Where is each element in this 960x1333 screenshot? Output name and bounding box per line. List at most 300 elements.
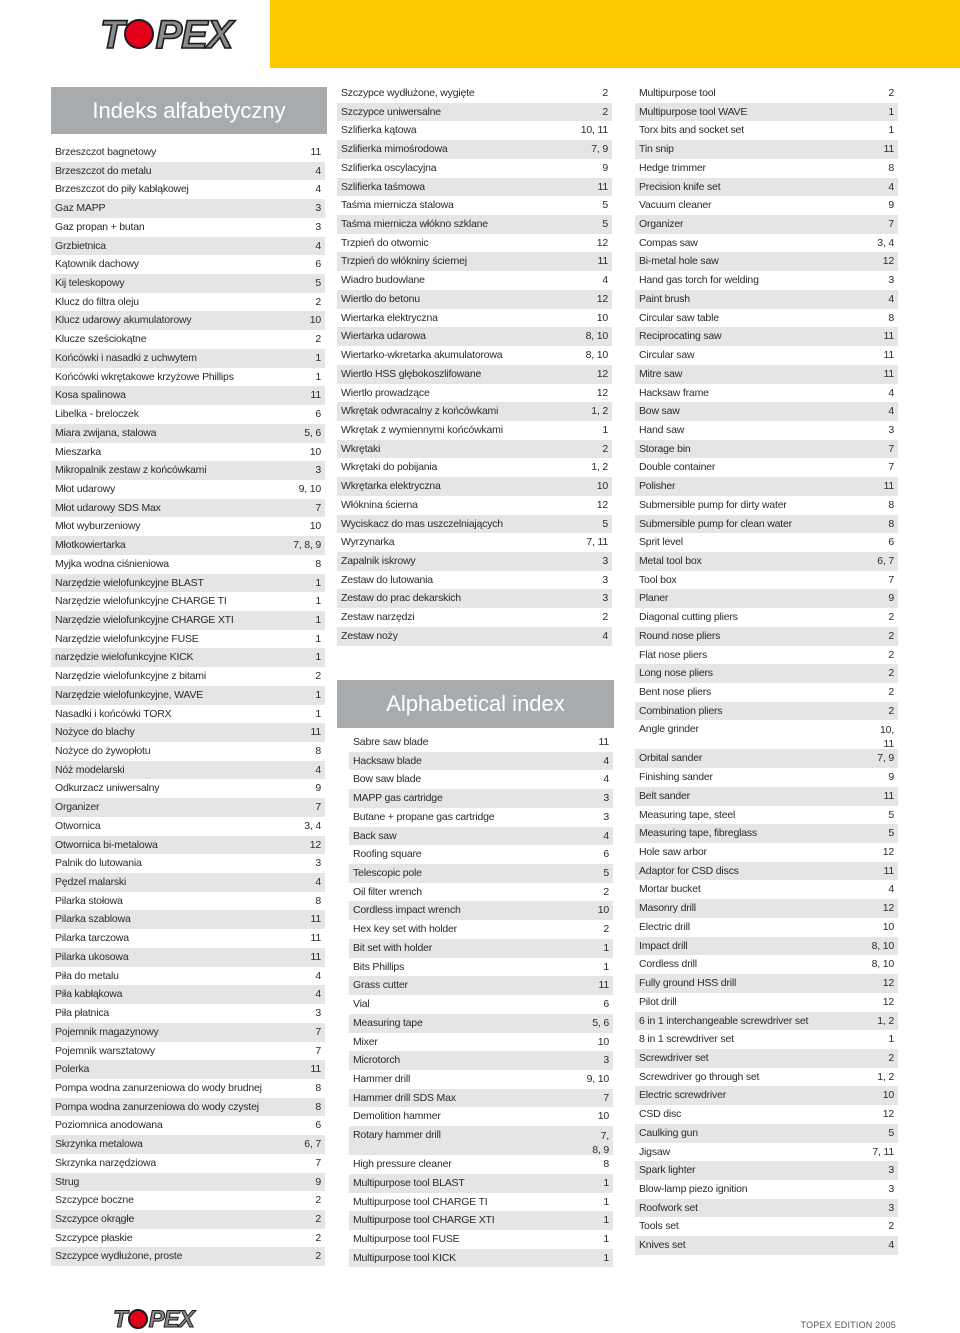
entry-name: Multipurpose tool CHARGE TI xyxy=(353,1195,488,1208)
entry-page: 12 xyxy=(882,255,894,268)
entry-page: 7 xyxy=(603,1091,609,1104)
entry-page: 4 xyxy=(603,754,609,767)
entry-name: Screwdriver set xyxy=(639,1051,709,1064)
index-entry xyxy=(51,892,325,911)
entry-name: Wiertło prowadzące xyxy=(341,386,430,399)
index-entry xyxy=(635,533,898,552)
entry-name: Demolition hammer xyxy=(353,1110,441,1123)
entry-name: Piła płatnica xyxy=(55,1007,110,1020)
index-entry xyxy=(337,121,612,140)
entry-page: 1 xyxy=(315,613,321,626)
entry-name: Angle grinder xyxy=(639,723,699,736)
entry-name: Organizer xyxy=(639,218,684,231)
entry-page: 2 xyxy=(315,1194,321,1207)
index-entry xyxy=(635,178,898,197)
index-entry xyxy=(635,215,898,234)
entry-page: 3 xyxy=(888,274,894,287)
entry-page: 6 xyxy=(315,408,321,421)
index-entry xyxy=(337,84,612,103)
entry-name: Wiertarko-wkretarka akumulatorowa xyxy=(341,349,503,362)
entry-page: 5 xyxy=(315,277,321,290)
index-entry xyxy=(51,1229,325,1248)
entry-name: Wkrętaki xyxy=(341,442,381,455)
index-entry xyxy=(337,234,612,253)
index-entry xyxy=(635,918,898,937)
entry-name: Hacksaw frame xyxy=(639,386,709,399)
entry-page: 1 xyxy=(603,1195,609,1208)
entry-page: 6 xyxy=(315,1119,321,1132)
index-entry xyxy=(635,571,898,590)
index-entry xyxy=(51,648,325,667)
entry-page: 7 xyxy=(888,218,894,231)
index-entry xyxy=(51,611,325,630)
index-entry xyxy=(51,1247,325,1266)
entry-name: Belt sander xyxy=(639,789,690,802)
index-entry xyxy=(51,461,325,480)
en-index-list xyxy=(349,733,613,1267)
entry-page: 3 xyxy=(888,423,894,436)
entry-page: 10 xyxy=(596,480,608,493)
entry-page: 4 xyxy=(315,239,321,252)
index-entry xyxy=(349,1089,613,1108)
index-entry xyxy=(635,880,898,899)
entry-name: Pojemnik magazynowy xyxy=(55,1025,159,1038)
entry-name: Tin snip xyxy=(639,143,674,156)
entry-name: Back saw xyxy=(353,829,397,842)
index-entry xyxy=(635,1030,898,1049)
entry-page: 1 xyxy=(315,576,321,589)
entry-name: Wyciskacz do mas uszczelniających xyxy=(341,517,503,530)
entry-name: Szlifierka kątowa xyxy=(341,124,417,137)
entry-page: 11 xyxy=(883,480,894,493)
entry-page: 11 xyxy=(310,913,321,926)
entry-name: Szczypce wydłużone, proste xyxy=(55,1250,183,1263)
entry-page: 8 xyxy=(315,557,321,570)
entry-page: 5 xyxy=(602,517,608,530)
entry-name: Hand gas torch for welding xyxy=(639,274,759,287)
edition-note: TOPEX EDITION 2005 xyxy=(800,1320,896,1330)
entry-name: Cordless impact wrench xyxy=(353,904,461,917)
index-entry xyxy=(635,159,898,178)
entry-name: Młot wyburzeniowy xyxy=(55,520,141,533)
entry-name: Submersible pump for clean water xyxy=(639,517,792,530)
entry-name: Polerka xyxy=(55,1063,90,1076)
entry-page: 7, 9 xyxy=(591,143,608,156)
entry-page: 10 xyxy=(309,520,321,533)
entry-name: Szlifierka oscylacyjna xyxy=(341,161,437,174)
entry-name: Pilarka stołowa xyxy=(55,894,123,907)
entry-page: 10 xyxy=(882,920,894,933)
entry-name: Bow saw xyxy=(639,405,680,418)
entry-name: Circular saw xyxy=(639,349,695,362)
entry-page: 8 xyxy=(888,517,894,530)
index-entry xyxy=(635,806,898,825)
entry-page: 3 xyxy=(603,792,609,805)
entry-name: Pędzel malarski xyxy=(55,876,127,889)
index-entry xyxy=(635,749,898,768)
entry-page: 8, 10 xyxy=(585,330,608,343)
entry-page: 1 xyxy=(315,688,321,701)
entry-page: 8 xyxy=(888,161,894,174)
index-entry xyxy=(635,720,898,749)
entry-page: 11 xyxy=(883,789,894,802)
entry-page: 11 xyxy=(310,950,321,963)
index-entry xyxy=(635,899,898,918)
index-entry xyxy=(635,824,898,843)
entry-name: Nasadki i końcówki TORX xyxy=(55,707,172,720)
entry-name: Mortar bucket xyxy=(639,883,701,896)
index-entry xyxy=(349,920,613,939)
index-entry xyxy=(51,1042,325,1061)
entry-name: Adaptor for CSD discs xyxy=(639,864,739,877)
entry-page: 1 xyxy=(603,1214,609,1227)
entry-page: 12 xyxy=(596,292,608,305)
entry-name: Submersible pump for dirty water xyxy=(639,498,787,511)
entry-page: 2 xyxy=(603,885,609,898)
entry-name: Taśma miernicza włókno szklane xyxy=(341,218,488,231)
index-entry xyxy=(51,405,325,424)
entry-name: Brzeszczot bagnetowy xyxy=(55,146,157,158)
entry-page: 7, 11 xyxy=(586,536,608,549)
entry-page: 12 xyxy=(882,977,894,990)
entry-page: 11 xyxy=(883,349,894,362)
entry-name: Fully ground HSS drill xyxy=(639,977,737,990)
entry-name: Włóknina ścierna xyxy=(341,498,418,511)
entry-page: 3 xyxy=(888,1164,894,1177)
entry-page: 1 xyxy=(315,351,321,364)
entry-page: 11 xyxy=(310,932,321,945)
entry-name: Impact drill xyxy=(639,939,688,952)
index-entry xyxy=(349,1051,613,1070)
entry-name: Kij teleskopowy xyxy=(55,277,125,290)
entry-name: Planer xyxy=(639,592,669,605)
entry-page: 4 xyxy=(315,969,321,982)
index-entry xyxy=(337,103,612,122)
index-entry xyxy=(51,667,325,686)
entry-page: 3 xyxy=(602,592,608,605)
index-entry xyxy=(635,309,898,328)
entry-name: Paint brush xyxy=(639,292,690,305)
entry-name: Młotkowiertarka xyxy=(55,539,126,552)
entry-name: narzędzie wielofunkcyjne KICK xyxy=(55,651,194,664)
entry-page: 9, 10 xyxy=(298,482,321,495)
index-entry xyxy=(635,993,898,1012)
entry-page: 6, 7 xyxy=(877,554,894,567)
entry-page: 11 xyxy=(597,180,608,193)
entry-page: 1 xyxy=(603,1251,609,1264)
index-entry xyxy=(337,309,612,328)
index-entry xyxy=(337,252,612,271)
index-entry xyxy=(635,1068,898,1087)
entry-page: 1, 2 xyxy=(877,1014,894,1027)
entry-page: 2 xyxy=(602,611,608,624)
index-entry xyxy=(51,929,325,948)
index-entry xyxy=(337,384,612,403)
entry-page: 3, 4 xyxy=(304,819,321,832)
entry-name: Long nose pliers xyxy=(639,667,713,680)
index-entry xyxy=(635,1143,898,1162)
entry-name: Polisher xyxy=(639,480,676,493)
entry-page: 8 xyxy=(315,894,321,907)
index-entry xyxy=(349,958,613,977)
index-entry xyxy=(349,1126,613,1155)
entry-page: 11 xyxy=(883,330,894,343)
index-entry xyxy=(51,779,325,798)
entry-page: 12 xyxy=(882,1108,894,1121)
index-entry xyxy=(635,103,898,122)
index-entry xyxy=(635,1199,898,1218)
index-entry xyxy=(51,798,325,817)
entry-page: 12 xyxy=(596,386,608,399)
entry-page: 11 xyxy=(310,389,321,402)
entry-page: 10 xyxy=(597,904,609,917)
entry-page: 6, 7 xyxy=(304,1138,321,1151)
entry-name: Młot udarowy SDS Max xyxy=(55,501,161,514)
index-entry xyxy=(51,480,325,499)
index-entry xyxy=(635,1161,898,1180)
entry-page: 4 xyxy=(888,883,894,896)
index-entry xyxy=(51,1135,325,1154)
index-entry xyxy=(337,196,612,215)
index-entry xyxy=(635,290,898,309)
entry-page: 1 xyxy=(315,370,321,383)
entry-name: Grass cutter xyxy=(353,979,408,992)
index-entry xyxy=(51,1060,325,1079)
entry-name: Bi-metal hole saw xyxy=(639,255,719,268)
entry-name: Palnik do lutowania xyxy=(55,857,142,870)
index-entry xyxy=(635,458,898,477)
index-entry xyxy=(635,477,898,496)
index-entry xyxy=(635,402,898,421)
entry-page: 1 xyxy=(315,707,321,720)
entry-page: 12 xyxy=(596,367,608,380)
index-entry xyxy=(349,770,613,789)
entry-page: 9 xyxy=(315,782,321,795)
entry-page: 10, 11 xyxy=(880,724,894,751)
entry-page: 12 xyxy=(882,902,894,915)
entry-page: 2 xyxy=(888,87,894,99)
entry-name: Measuring tape, fibreglass xyxy=(639,827,757,840)
header-logo-area xyxy=(0,0,270,68)
index-entry xyxy=(51,517,325,536)
entry-name: Końcówki wkrętakowe krzyżowe Phillips xyxy=(55,370,234,383)
entry-name: Wkrętak z wymiennymi końcówkami xyxy=(341,423,503,436)
entry-name: Narzędzie wielofunkcyjne z bitami xyxy=(55,670,206,683)
entry-name: Klucz udarowy akumulatorowy xyxy=(55,314,192,327)
index-entry xyxy=(349,752,613,771)
index-entry xyxy=(51,555,325,574)
entry-name: Mitre saw xyxy=(639,367,683,380)
entry-page: 2 xyxy=(888,611,894,624)
entry-page: 2 xyxy=(315,1212,321,1225)
index-entry xyxy=(635,627,898,646)
entry-page: 9 xyxy=(315,1175,321,1188)
entry-page: 4 xyxy=(888,386,894,399)
index-entry xyxy=(51,742,325,761)
index-entry xyxy=(337,496,612,515)
entry-name: Poziomnica anodowana xyxy=(55,1119,163,1132)
entry-name: Otwornica bi-metalowa xyxy=(55,838,158,851)
index-entry xyxy=(51,199,325,218)
footer-logo-area xyxy=(113,1308,194,1332)
entry-name: Wkrętak odwracalny z końcówkami xyxy=(341,405,499,418)
index-entry xyxy=(635,1217,898,1236)
entry-page: 2 xyxy=(602,87,608,99)
index-entry xyxy=(51,536,325,555)
entry-name: Zestaw do lutowania xyxy=(341,573,433,586)
entry-page: 1 xyxy=(602,423,608,436)
entry-name: Wiertło HSS głębokoszlifowane xyxy=(341,367,482,380)
entry-name: Multipurpose tool KICK xyxy=(353,1251,456,1264)
entry-name: Skrzynka narzędziowa xyxy=(55,1156,157,1169)
entry-page: 1 xyxy=(315,632,321,645)
entry-name: Oil filter wrench xyxy=(353,885,422,898)
entry-page: 8 xyxy=(888,311,894,324)
index-entry xyxy=(51,424,325,443)
index-entry xyxy=(635,843,898,862)
index-entry xyxy=(635,346,898,365)
entry-page: 4 xyxy=(603,829,609,842)
index-entry xyxy=(635,552,898,571)
topex-logo: T PEX xyxy=(100,13,233,57)
entry-page: 4 xyxy=(888,180,894,193)
entry-page: 2 xyxy=(315,1250,321,1263)
entry-page: 3 xyxy=(888,1201,894,1214)
entry-name: Pilarka tarczowa xyxy=(55,932,129,945)
entry-page: 2 xyxy=(315,333,321,346)
entry-name: Wiertło do betonu xyxy=(341,292,420,305)
index-entry xyxy=(337,178,612,197)
index-entry xyxy=(635,683,898,702)
entry-page: 3 xyxy=(315,1007,321,1020)
entry-name: Skrzynka metalowa xyxy=(55,1138,143,1151)
entry-name: Grzbietnica xyxy=(55,239,106,252)
entry-name: Brzeszczot do piły kabłąkowej xyxy=(55,183,189,196)
entry-name: Gaz propan + butan xyxy=(55,220,145,233)
entry-page: 12 xyxy=(882,846,894,859)
entry-name: MAPP gas cartridge xyxy=(353,792,443,805)
entry-name: Taśma miernicza stalowa xyxy=(341,199,454,212)
entry-name: Bits Phillips xyxy=(353,960,405,973)
index-entry xyxy=(51,723,325,742)
topex-footer-logo: T PEX xyxy=(113,1306,194,1333)
entry-page: 10 xyxy=(597,1110,609,1123)
index-entry xyxy=(635,974,898,993)
pl-index-title: Indeks alfabetyczny xyxy=(51,87,327,134)
entry-page: 7, 8, 9 xyxy=(592,1130,609,1157)
entry-name: Narzędzie wielofunkcyjne FUSE xyxy=(55,632,199,645)
entry-name: Hedge trimmer xyxy=(639,161,706,174)
entry-page: 5, 6 xyxy=(592,1016,609,1029)
index-entry xyxy=(349,808,613,827)
index-entry xyxy=(635,515,898,534)
entry-page: 11 xyxy=(598,979,609,992)
index-entry xyxy=(635,440,898,459)
entry-page: 1 xyxy=(603,941,609,954)
entry-name: Reciprocating saw xyxy=(639,330,722,343)
entry-name: Zestaw do prac dekarskich xyxy=(341,592,461,605)
index-entry xyxy=(635,955,898,974)
entry-page: 7 xyxy=(888,573,894,586)
index-entry xyxy=(635,1124,898,1143)
index-entry xyxy=(51,443,325,462)
index-entry xyxy=(635,1236,898,1255)
entry-page: 1, 2 xyxy=(591,461,608,474)
entry-name: Trzpień do otwornic xyxy=(341,236,429,249)
en-index-title: Alphabetical index xyxy=(337,680,614,728)
index-entry xyxy=(51,948,325,967)
pl-index-continued-list xyxy=(337,84,612,646)
entry-page: 1 xyxy=(603,960,609,973)
entry-name: Electric drill xyxy=(639,920,690,933)
entry-page: 12 xyxy=(309,838,321,851)
entry-name: Bow saw blade xyxy=(353,773,422,786)
entry-name: Finishing sander xyxy=(639,771,713,784)
index-entry xyxy=(51,368,325,387)
pl-index-list xyxy=(51,143,325,1266)
index-entry xyxy=(349,1107,613,1126)
entry-name: Nóż modelarski xyxy=(55,763,125,776)
entry-name: Otwornica xyxy=(55,819,101,832)
entry-page: 5, 6 xyxy=(304,426,321,439)
entry-page: 5 xyxy=(602,218,608,231)
index-entry xyxy=(337,140,612,159)
entry-name: Zestaw narzędzi xyxy=(341,611,415,624)
entry-page: 2 xyxy=(888,686,894,698)
index-entry xyxy=(51,180,325,199)
index-entry xyxy=(635,252,898,271)
index-entry xyxy=(349,1155,613,1174)
entry-name: Piła kabłąkowa xyxy=(55,988,123,1001)
entry-name: 6 in 1 interchangeable screwdriver set xyxy=(639,1014,809,1027)
index-entry xyxy=(51,1004,325,1023)
entry-page: 4 xyxy=(888,292,894,305)
entry-name: Mixer xyxy=(353,1035,378,1048)
entry-page: 7, 9 xyxy=(877,752,894,765)
entry-page: 3 xyxy=(888,1182,894,1195)
index-entry xyxy=(635,234,898,253)
entry-page: 2 xyxy=(888,704,894,717)
entry-page: 7 xyxy=(315,1044,321,1057)
logo-red-dot xyxy=(128,1309,148,1329)
entry-name: Szlifierka mimośrodowa xyxy=(341,143,448,156)
entry-page: 3 xyxy=(602,573,608,586)
entry-name: Myjka wodna ciśnieniowa xyxy=(55,557,169,570)
index-entry xyxy=(51,1023,325,1042)
index-entry xyxy=(51,386,325,405)
entry-name: Multipurpose tool BLAST xyxy=(353,1176,465,1189)
entry-name: Miara zwijana, stalowa xyxy=(55,426,157,439)
entry-page: 7 xyxy=(888,461,894,474)
entry-name: Precision knife set xyxy=(639,180,721,193)
entry-page: 1 xyxy=(315,651,321,664)
index-entry xyxy=(51,1173,325,1192)
entry-page: 8 xyxy=(603,1158,609,1171)
entry-name: Mieszarka xyxy=(55,445,102,458)
entry-page: 1, 2 xyxy=(877,1070,894,1083)
index-entry xyxy=(349,976,613,995)
entry-name: Multipurpose tool WAVE xyxy=(639,105,748,118)
entry-name: Zestaw noży xyxy=(341,629,398,642)
index-entry xyxy=(337,552,612,571)
index-entry xyxy=(635,121,898,140)
index-entry xyxy=(51,967,325,986)
entry-name: Hammer drill xyxy=(353,1072,411,1085)
index-entry xyxy=(337,346,612,365)
entry-page: 3 xyxy=(315,202,321,215)
entry-page: 10 xyxy=(309,314,321,327)
index-entry xyxy=(51,1098,325,1117)
